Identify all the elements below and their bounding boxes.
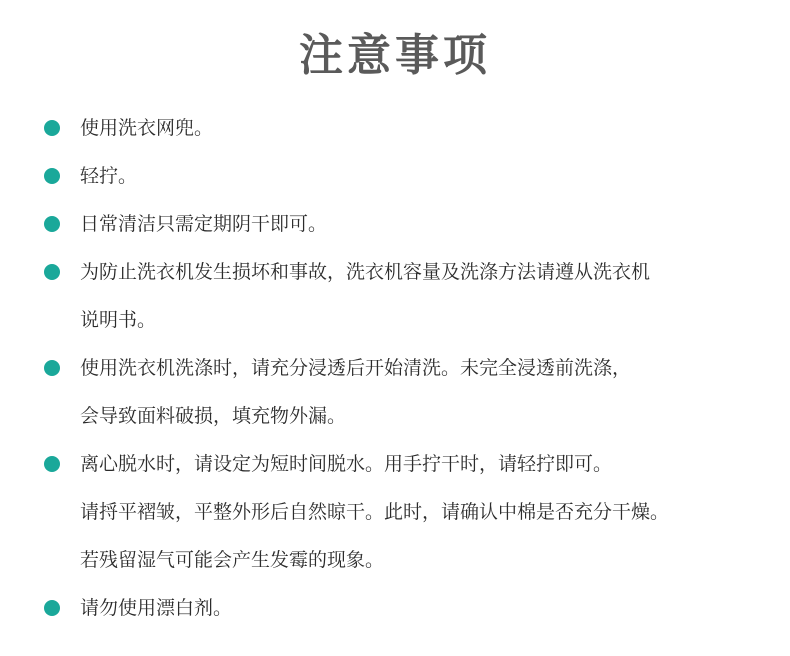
- list-item: [44, 152, 764, 200]
- bullet-dot-icon: [44, 600, 60, 616]
- note-text: 说明书。: [80, 309, 157, 331]
- list-item: [44, 200, 764, 248]
- bullet-dot-icon: [44, 168, 60, 184]
- note-text: 使用洗衣机洗涤时，请充分浸透后开始清洗。未完全浸透前洗涤，: [80, 357, 632, 379]
- note-text: 若残留湿气可能会产生发霉的现象。: [80, 549, 385, 571]
- note-text: 离心脱水时，请设定为短时间脱水。用手拧干时，请轻拧即可。: [80, 453, 613, 475]
- list-item: [44, 344, 764, 440]
- list-item: [44, 104, 764, 152]
- list-item: [44, 584, 764, 632]
- bullet-dot-icon: [44, 216, 60, 232]
- note-text: 为防止洗衣机发生损坏和事故，洗衣机容量及洗涤方法请遵从洗衣机: [80, 261, 651, 283]
- notes-list: [44, 104, 764, 632]
- list-item: [44, 248, 764, 344]
- note-text: 轻拧。: [80, 165, 138, 187]
- bullet-dot-icon: [44, 264, 60, 280]
- bullet-dot-icon: [44, 120, 60, 136]
- note-text: 日常清洁只需定期阴干即可。: [80, 213, 328, 235]
- note-text: 使用洗衣网兜。: [80, 117, 214, 139]
- note-text: 请勿使用漂白剂。: [80, 597, 233, 619]
- list-item: [44, 440, 764, 584]
- note-text: 会导致面料破损，填充物外漏。: [80, 405, 347, 427]
- bullet-dot-icon: [44, 456, 60, 472]
- note-text: 请捋平褶皱，平整外形后自然晾干。此时，请确认中棉是否充分干燥。: [80, 501, 670, 523]
- page-title: 注意事项: [299, 30, 491, 81]
- bullet-dot-icon: [44, 360, 60, 376]
